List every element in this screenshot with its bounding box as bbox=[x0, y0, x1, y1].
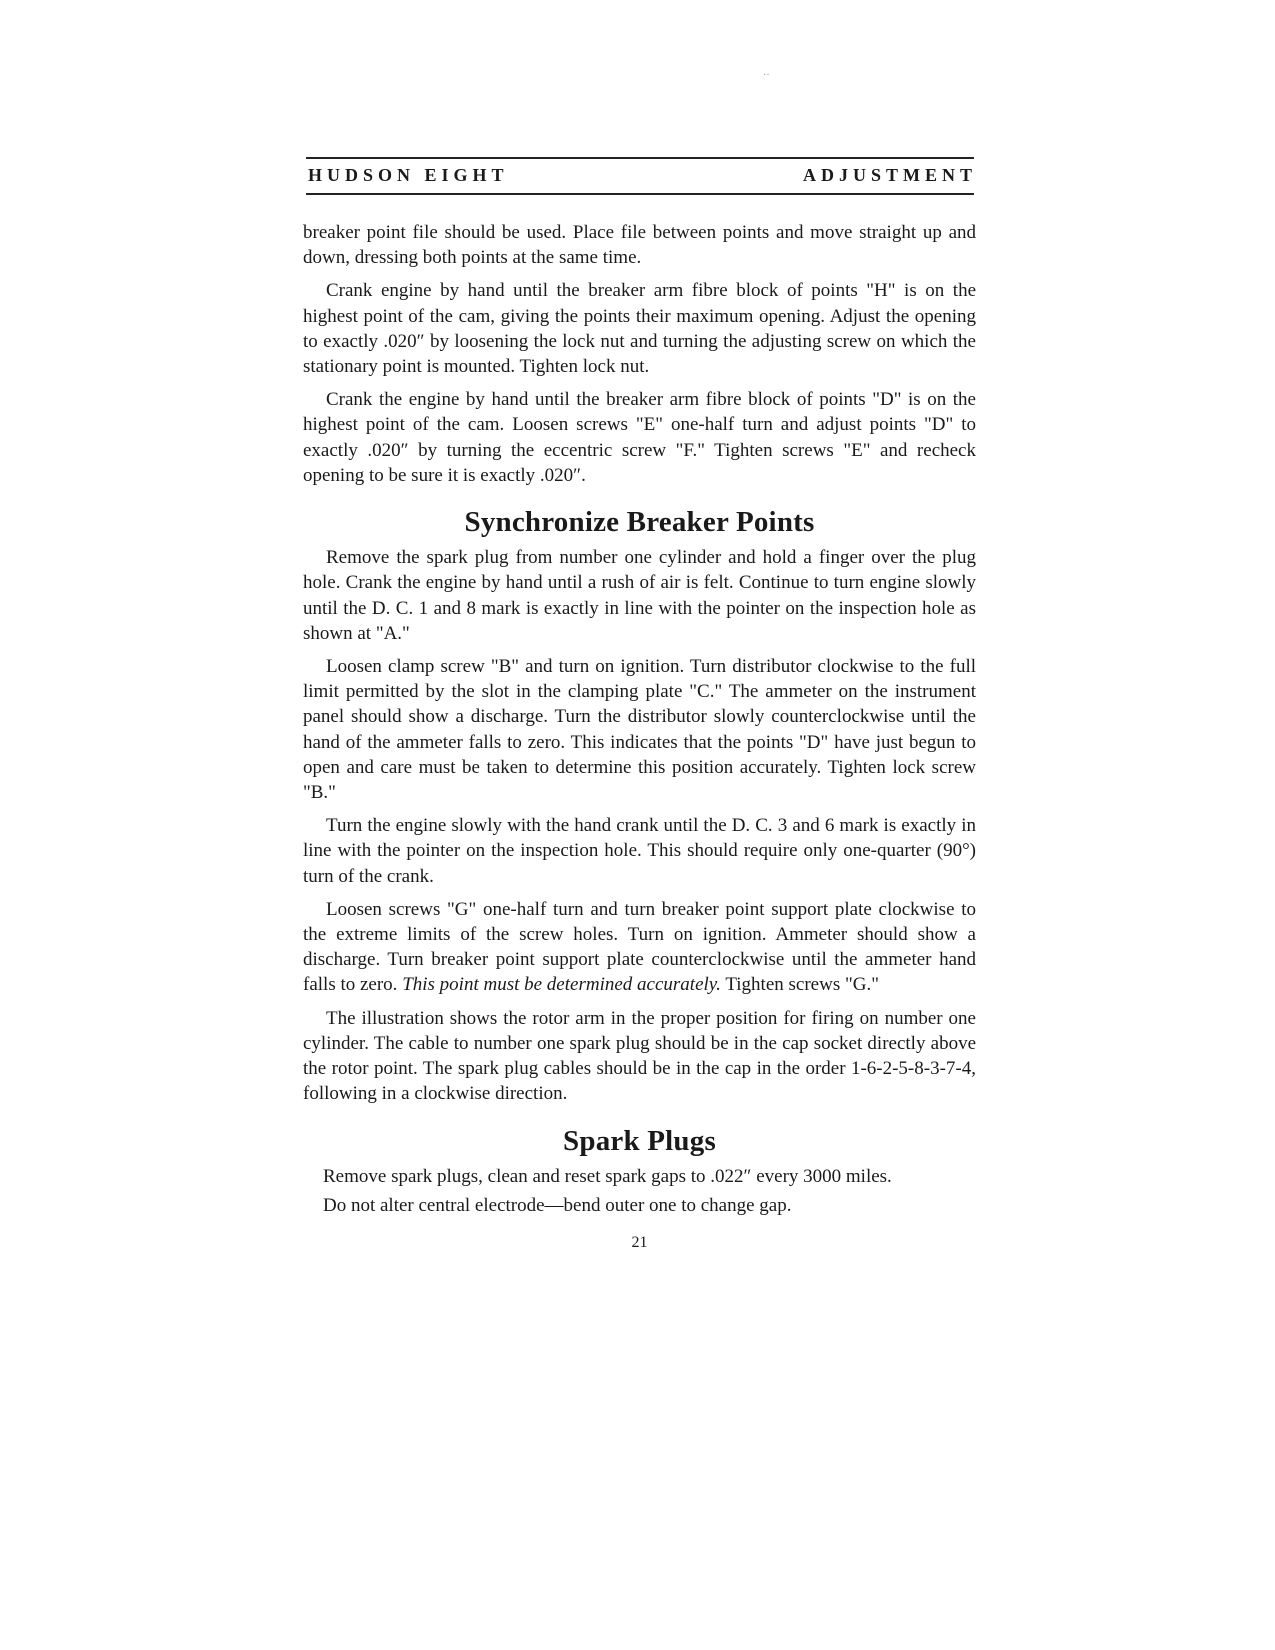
screws-g-text: Loosen screws "G" one-half turn and turn breaker point support plate clockwise to the extreme limits of the screw holes. Turn on ignition. Ammeter should show a discharge. Turn breaker point support plate counterclockwise until the ammeter hand falls to zero. bbox=[303, 898, 976, 996]
header-title-left: HUDSON EIGHT bbox=[308, 165, 509, 185]
page-number: 21 bbox=[631, 1234, 648, 1252]
header-title-right: ADJUSTMENT bbox=[802, 165, 977, 185]
spark-plugs-line-1: Remove spark plugs, clean and reset spark gaps to .022″ every 3000 miles. bbox=[323, 1165, 892, 1187]
page-body bbox=[303, 220, 976, 1255]
paragraph-points-h: Crank engine by hand until the breaker arm fibre block of points "H" is on the highest point of the cam, giving the points their maximum opening. Adjust the opening to exactly .020″ by loosening the lock nut and turning the adjusting screw on which the stationary point is mounted. Tighten lock nut. bbox=[303, 280, 976, 378]
screws-g-tail: Tighten screws "G." bbox=[725, 974, 879, 996]
scan-speck: ·· bbox=[763, 70, 770, 81]
section-heading-spark-plugs: Spark Plugs bbox=[563, 1124, 716, 1157]
paragraph-remove-plug: Remove the spark plug from number one cylinder and hold a finger over the plug hole. Crank the engine by hand until a rush of air is felt. Continue to turn engine slowly until the D. C. 1 and 8 mark is exactly in line with the pointer on the inspection hole as shown at "A." bbox=[303, 547, 976, 644]
paragraph-turn-engine: Turn the engine slowly with the hand crank until the D. C. 3 and 6 mark is exactly in line with the pointer on the inspection hole. This should require only one-quarter (90°) turn of the crank. bbox=[303, 815, 976, 887]
paragraph-rotor-arm: The illustration shows the rotor arm in the proper position for firing on number one cylinder. The cable to number one spark plug should be in the cap socket directly above the rotor point. The spark plug cables should be in the cap in the order 1-6-2-5-8-3-7-4, following in a clockwise direction. bbox=[303, 1007, 976, 1105]
paragraph-points-d: Crank the engine by hand until the breaker arm fibre block of points "D" is on the highest point of the cam. Loosen screws "E" one-half turn and adjust points "D" to exactly .020″ by turning the eccentric screw "F." Tighten screws "E" and recheck opening to be sure it is exactly .020″. bbox=[303, 389, 976, 486]
section-heading-synchronize: Synchronize Breaker Points bbox=[464, 506, 815, 539]
paragraph-clamp-screw: Loosen clamp screw "B" and turn on ignition. Turn distributor clockwise to the full limit permitted by the slot in the clamping plate "C." The ammeter on the instrument panel should show a discharge. Turn the distributor slowly counterclockwise until the hand of the ammeter falls to zero. This indicates that the points "D" have just begun to open and care must be taken to determine this position accurately. Tighten lock screw "B." bbox=[303, 656, 976, 804]
running-header bbox=[306, 157, 977, 195]
spark-plugs-line-2: Do not alter central electrode—bend outer one to change gap. bbox=[323, 1194, 792, 1216]
paragraph-screws-g bbox=[303, 897, 976, 998]
paragraph-continued: breaker point file should be used. Place file between points and move straight up and down, dressing both points at the same time. bbox=[303, 222, 976, 269]
accuracy-note: This point must be determined accurately. bbox=[402, 974, 721, 996]
